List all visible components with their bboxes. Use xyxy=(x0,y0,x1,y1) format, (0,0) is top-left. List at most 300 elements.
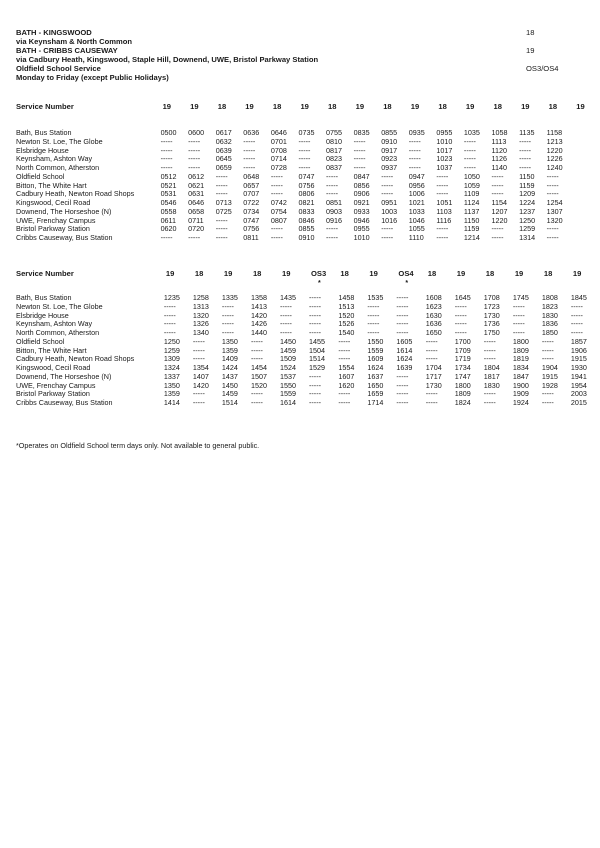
school-service-number: OS3/OS4 xyxy=(526,64,559,73)
departure-time: 1120 xyxy=(491,145,507,155)
departure-time: 1514 xyxy=(221,398,238,407)
departure-time: 1529 xyxy=(309,363,326,372)
service-number-cell: 19 xyxy=(572,269,582,278)
departure-time: ----- xyxy=(243,154,256,164)
departure-time: 1254 xyxy=(546,198,563,207)
stop-name: Bath, Bus Station xyxy=(16,293,72,302)
departure-time: ----- xyxy=(396,319,409,329)
departure-time: 1537 xyxy=(279,371,296,381)
departure-time: 0817 xyxy=(326,145,343,155)
departure-time: ----- xyxy=(381,171,394,181)
departure-time: 1636 xyxy=(425,319,442,329)
departure-time: 1550 xyxy=(367,336,384,346)
departure-time: 1158 xyxy=(546,128,563,137)
departure-time: 0823 xyxy=(326,154,343,164)
departure-time: ----- xyxy=(381,180,394,190)
stop-name: Kingswood, Cecil Road xyxy=(16,363,91,372)
departure-time: 1010 xyxy=(353,233,370,242)
departure-time: 1535 xyxy=(367,293,384,302)
departure-time: 0951 xyxy=(381,198,398,207)
service-number-cell: 19 xyxy=(456,269,466,278)
departure-time: 1513 xyxy=(338,301,355,311)
departure-time: 0847 xyxy=(353,171,370,181)
departure-time: 1324 xyxy=(163,363,180,372)
departure-time: 1734 xyxy=(454,363,471,372)
departure-time: ----- xyxy=(396,301,409,311)
departure-time: 1340 xyxy=(192,328,209,337)
departure-time: 2003 xyxy=(570,389,587,399)
departure-time: 1540 xyxy=(338,328,355,337)
departure-time: ----- xyxy=(338,398,351,407)
departure-time: 0903 xyxy=(326,206,343,216)
departure-time: ----- xyxy=(541,354,554,364)
departure-time: 1414 xyxy=(163,398,180,407)
departure-time: 1307 xyxy=(546,206,563,216)
departure-time: 0742 xyxy=(270,198,287,207)
departure-time: ----- xyxy=(541,336,554,346)
departure-time: ----- xyxy=(436,233,449,242)
footnote-marker xyxy=(164,280,193,287)
departure-time: 1010 xyxy=(436,136,453,146)
departure-time: ----- xyxy=(408,154,421,164)
route-number-2: 19 xyxy=(526,46,535,55)
departure-time: ----- xyxy=(309,371,321,381)
departure-time: ----- xyxy=(483,389,496,399)
footnote-marker xyxy=(367,280,396,287)
departure-time: 1059 xyxy=(463,180,480,190)
service-number-cell: OS3 xyxy=(311,269,327,278)
departure-time: 0713 xyxy=(215,198,232,207)
departure-time: ----- xyxy=(188,136,201,146)
departure-time: 0500 xyxy=(160,128,177,137)
departure-time: 1220 xyxy=(546,145,563,155)
departure-time: 1747 xyxy=(454,371,471,381)
service-number-cell: 19 xyxy=(465,102,475,111)
departure-time: 1137 xyxy=(463,206,480,216)
departure-time: ----- xyxy=(463,145,476,155)
departure-time: 1847 xyxy=(512,371,529,381)
departure-time: ----- xyxy=(483,354,496,364)
footnote-marker xyxy=(455,280,484,287)
departure-time: ----- xyxy=(270,233,283,242)
departure-time: ----- xyxy=(243,145,256,155)
departure-time: 1258 xyxy=(192,293,209,302)
departure-time: ----- xyxy=(215,215,228,225)
departure-time: 0648 xyxy=(243,171,260,181)
service-number-cell: 19 xyxy=(369,269,378,278)
departure-time: ----- xyxy=(463,136,476,146)
departure-time: 1037 xyxy=(436,163,453,172)
departure-time: 1520 xyxy=(338,310,355,320)
departure-time: ----- xyxy=(160,163,173,172)
departure-time: ----- xyxy=(353,154,366,164)
stop-name: Newton St. Loe, The Globe xyxy=(16,301,103,311)
stop-name: Kingswood, Cecil Road xyxy=(16,198,91,207)
service-number-cell: 19 xyxy=(410,102,420,111)
departure-time: ----- xyxy=(192,345,205,355)
departure-time: ----- xyxy=(483,345,496,355)
stop-name: North Common, Atherston xyxy=(16,163,100,172)
departure-time: 1426 xyxy=(250,319,267,329)
departure-time: ----- xyxy=(192,336,205,346)
departure-time: 1450 xyxy=(221,380,238,390)
departure-time: 1941 xyxy=(570,371,587,381)
footnote-marker xyxy=(193,280,222,287)
departure-time: ----- xyxy=(270,171,283,181)
departure-time: ----- xyxy=(338,336,351,346)
departure-time: 0728 xyxy=(270,163,287,172)
departure-time: 1608 xyxy=(425,293,442,302)
departure-time: ----- xyxy=(463,163,476,172)
departure-time: 1800 xyxy=(512,336,529,346)
footnote-marker xyxy=(492,113,520,120)
departure-time: 1637 xyxy=(367,371,384,381)
departure-time: 1745 xyxy=(512,293,529,302)
departure-time: ----- xyxy=(309,389,321,399)
departure-time: 1454 xyxy=(250,363,267,372)
route-number-1: 18 xyxy=(526,28,535,37)
departure-time: 0910 xyxy=(298,233,315,242)
footnote-marker xyxy=(326,113,354,120)
departure-time: 0600 xyxy=(188,128,205,137)
departure-time: ----- xyxy=(491,224,504,234)
departure-time: 1440 xyxy=(250,328,267,337)
departure-time: 1459 xyxy=(279,345,296,355)
departure-time: ----- xyxy=(491,233,504,242)
service-number-cell: 19 xyxy=(355,102,365,111)
departure-time: 0856 xyxy=(353,180,370,190)
departure-time: 1424 xyxy=(221,363,238,372)
departure-time: 1021 xyxy=(408,198,425,207)
departure-time: ----- xyxy=(279,301,292,311)
departure-time: ----- xyxy=(353,163,366,172)
departure-time: ----- xyxy=(215,233,228,242)
timetable-afternoon xyxy=(16,268,600,408)
departure-time: 1808 xyxy=(541,293,558,302)
departure-time: ----- xyxy=(163,310,176,320)
departure-time: 1809 xyxy=(512,345,529,355)
stop-name: Elsbridge House xyxy=(16,145,69,155)
marker-spacer xyxy=(16,113,161,120)
departure-time: ----- xyxy=(279,319,292,329)
departure-time: 1554 xyxy=(338,363,355,372)
footnote-marker xyxy=(243,113,271,120)
stop-name: North Common, Atherston xyxy=(16,328,100,337)
departure-time: 0546 xyxy=(160,198,177,207)
departure-time: ----- xyxy=(250,345,263,355)
departure-time: 1046 xyxy=(408,215,425,225)
departure-time: ----- xyxy=(454,310,467,320)
footnote-marker xyxy=(542,280,571,287)
departure-time: 1023 xyxy=(436,154,453,164)
footnote-marker xyxy=(216,113,244,120)
stop-name: Downend, The Horseshoe (N) xyxy=(16,371,112,381)
footnote-marker xyxy=(484,280,513,287)
departure-time: ----- xyxy=(367,301,380,311)
departure-time: ----- xyxy=(326,224,338,234)
departure-time: 0855 xyxy=(298,224,315,234)
service-number-cell: 19 xyxy=(514,269,524,278)
departure-time: 1823 xyxy=(541,301,558,311)
footnote-marker xyxy=(280,280,309,287)
departure-time: 1159 xyxy=(519,180,535,190)
departure-time: 1126 xyxy=(491,154,507,164)
service-number-label: Service Number xyxy=(16,269,74,278)
stop-name: Cadbury Heath, Newton Road Shops xyxy=(16,354,135,364)
departure-time: ----- xyxy=(425,389,438,399)
departure-time: ----- xyxy=(436,180,449,190)
departure-time: 0657 xyxy=(243,180,260,190)
departure-time: ----- xyxy=(541,398,554,407)
service-number-cell: 19 xyxy=(190,102,199,111)
service-number-cell: 19 xyxy=(223,269,233,278)
footnote-marker xyxy=(381,113,409,120)
departure-time: ----- xyxy=(367,319,380,329)
stop-name: Oldfield School xyxy=(16,171,65,181)
departure-time: ----- xyxy=(519,145,532,155)
departure-time: 0725 xyxy=(215,206,232,216)
departure-time: 0512 xyxy=(160,171,177,181)
departure-time: 1526 xyxy=(338,319,355,329)
departure-time: 0658 xyxy=(188,206,205,216)
service-number-cell: 19 xyxy=(281,269,291,278)
departure-time: 1620 xyxy=(338,380,355,390)
departure-time: 1607 xyxy=(338,371,355,381)
departure-time: 1719 xyxy=(454,354,471,364)
departure-time: 1240 xyxy=(546,163,563,172)
departure-time: 1714 xyxy=(367,398,384,407)
departure-time: ----- xyxy=(546,171,559,181)
footnote-marker xyxy=(547,113,575,120)
departure-time: 1213 xyxy=(546,136,563,146)
route-via-1: via Keynsham & North Common xyxy=(16,37,133,46)
departure-time: 0833 xyxy=(298,206,315,216)
departure-time: ----- xyxy=(338,354,351,364)
departure-time: 0811 xyxy=(243,233,259,242)
departure-time: ----- xyxy=(425,354,438,364)
footnote-marker xyxy=(426,280,455,287)
service-number-cell: 19 xyxy=(245,102,254,111)
operating-days: Monday to Friday (except Public Holidays) xyxy=(16,73,169,82)
footnote-marker: * xyxy=(405,280,409,287)
departure-time: ----- xyxy=(326,233,338,242)
departure-time: 0521 xyxy=(160,180,177,190)
footnote-marker xyxy=(354,113,382,120)
service-number-cell: 19 xyxy=(576,102,585,111)
departure-time: 0835 xyxy=(353,128,370,137)
departure-time: 1326 xyxy=(192,319,209,329)
departure-time: ----- xyxy=(425,398,438,407)
departure-time: ----- xyxy=(221,319,234,329)
departure-time: 0632 xyxy=(215,136,232,146)
departure-time: ----- xyxy=(243,136,256,146)
departure-time: 0711 xyxy=(188,215,204,225)
departure-time: 0621 xyxy=(188,180,205,190)
departure-time: ----- xyxy=(512,319,525,329)
departure-time: 0851 xyxy=(326,198,343,207)
departure-time: 1514 xyxy=(309,354,326,364)
departure-time: 1709 xyxy=(454,345,471,355)
departure-time: ----- xyxy=(541,389,554,399)
departure-time: 1103 xyxy=(436,206,452,216)
departure-time: 1116 xyxy=(436,215,452,225)
departure-time: 0707 xyxy=(243,189,260,199)
departure-time: ----- xyxy=(326,189,338,199)
departure-time: 0906 xyxy=(353,189,370,199)
departure-time: ----- xyxy=(160,145,173,155)
departure-time: ----- xyxy=(381,224,394,234)
departure-time: ----- xyxy=(160,233,173,242)
departure-time: 1335 xyxy=(221,293,238,302)
footnote-marker xyxy=(513,280,542,287)
departure-time: ----- xyxy=(250,398,263,407)
departure-time: 1824 xyxy=(454,398,471,407)
stop-name: Keynsham, Ashton Way xyxy=(16,319,93,329)
departure-time: 1050 xyxy=(463,171,480,181)
departure-time: 1214 xyxy=(463,233,480,242)
departure-time: 1409 xyxy=(221,354,238,364)
departure-time: 1559 xyxy=(367,345,384,355)
departure-time: 1135 xyxy=(519,128,535,137)
departure-time: ----- xyxy=(491,171,504,181)
departure-time: 0646 xyxy=(270,128,287,137)
departure-time: 0933 xyxy=(353,206,370,216)
departure-time: 0756 xyxy=(298,180,315,190)
route-via-2: via Cadbury Heath, Kingswood, Staple Hill, Downend, UWE, Bristol Parkway Station xyxy=(16,55,319,64)
departure-time: 0821 xyxy=(298,198,315,207)
departure-time: 1730 xyxy=(425,380,442,390)
departure-time: ----- xyxy=(192,354,205,364)
departure-time: ----- xyxy=(160,154,173,164)
departure-time: 1809 xyxy=(454,389,471,399)
stop-name: UWE, Frenchay Campus xyxy=(16,380,96,390)
departure-time: 1704 xyxy=(425,363,442,372)
departure-time: ----- xyxy=(381,189,394,199)
departure-time: ----- xyxy=(250,389,263,399)
departure-time: ----- xyxy=(408,145,421,155)
departure-time: ----- xyxy=(192,398,205,407)
departure-time: 1109 xyxy=(463,189,480,199)
departure-time: 0846 xyxy=(298,215,315,225)
departure-time: 1708 xyxy=(483,293,500,302)
departure-time: 1520 xyxy=(250,380,267,390)
departure-time: 1235 xyxy=(163,293,180,302)
departure-time: 1314 xyxy=(519,233,536,242)
footnote-marker-row xyxy=(16,280,600,287)
departure-time: 1609 xyxy=(367,354,384,364)
service-number-cell: 18 xyxy=(217,102,227,111)
departure-time: 1915 xyxy=(570,354,587,364)
departure-time: 1224 xyxy=(519,198,536,207)
departure-time: 1645 xyxy=(454,293,471,302)
departure-time: 1354 xyxy=(192,363,209,372)
departure-time: 0720 xyxy=(188,224,205,234)
departure-time: 0935 xyxy=(408,128,425,137)
departure-time: ----- xyxy=(221,328,234,337)
stop-name: Bitton, The White Hart xyxy=(16,180,87,190)
departure-time: ----- xyxy=(309,301,321,311)
departure-time: 1730 xyxy=(483,310,500,320)
footnote-marker xyxy=(574,113,600,120)
departure-time: 0754 xyxy=(270,206,287,216)
departure-time: ----- xyxy=(298,145,311,155)
departure-time: 1639 xyxy=(396,363,413,372)
stop-name: Newton St. Loe, The Globe xyxy=(16,136,103,146)
departure-time: 0916 xyxy=(326,215,343,225)
departure-time: ----- xyxy=(309,328,321,337)
departure-time: 1110 xyxy=(408,233,424,242)
service-number-cell: 18 xyxy=(340,269,349,278)
footnote-marker xyxy=(519,113,547,120)
departure-time: 1509 xyxy=(279,354,296,364)
departure-time: 1209 xyxy=(519,189,536,199)
departure-time: ----- xyxy=(512,328,525,337)
stop-name: Bitton, The White Hart xyxy=(16,345,87,355)
stop-name: Elsbridge House xyxy=(16,310,69,320)
departure-time: ----- xyxy=(270,224,283,234)
departure-time: 1437 xyxy=(221,371,238,381)
departure-time: 1450 xyxy=(279,336,296,346)
departure-time: 1220 xyxy=(491,215,508,225)
stop-name: Cribbs Causeway, Bus Station xyxy=(16,398,113,407)
departure-time: ----- xyxy=(546,233,559,242)
departure-time: 1150 xyxy=(463,215,480,225)
departure-time: 1904 xyxy=(541,363,558,372)
departure-time: ----- xyxy=(425,345,438,355)
footnote-marker xyxy=(436,113,464,120)
departure-time: ----- xyxy=(519,163,532,172)
service-number-cell: 18 xyxy=(548,102,558,111)
departure-time: 1035 xyxy=(463,128,480,137)
departure-time: ----- xyxy=(436,189,449,199)
departure-time: ----- xyxy=(367,310,380,320)
departure-time: 1630 xyxy=(425,310,442,320)
departure-time: ----- xyxy=(243,163,256,172)
departure-time: 1003 xyxy=(381,206,398,216)
departure-time: ----- xyxy=(309,310,321,320)
timetable-morning xyxy=(16,101,600,243)
departure-time: 1337 xyxy=(163,371,180,381)
departure-time: 1817 xyxy=(483,371,500,381)
departure-time: 1006 xyxy=(408,189,425,199)
departure-time: ----- xyxy=(367,328,380,337)
departure-time: 1559 xyxy=(279,389,296,399)
route-title-2: BATH - CRIBBS CAUSEWAY xyxy=(16,46,118,55)
footnote-marker xyxy=(222,280,251,287)
departure-time: 0620 xyxy=(160,224,177,234)
departure-time: 1017 xyxy=(436,145,453,155)
departure-time: ----- xyxy=(298,136,311,146)
departure-time: 0659 xyxy=(215,163,232,172)
departure-time: 1320 xyxy=(546,215,563,225)
departure-time: 0910 xyxy=(381,136,398,146)
departure-time: ----- xyxy=(396,310,409,320)
departure-time: 1113 xyxy=(491,136,507,146)
departure-time: 1309 xyxy=(163,354,180,364)
departure-time: ----- xyxy=(188,154,201,164)
departure-time: ----- xyxy=(570,328,583,337)
departure-time: ----- xyxy=(270,189,283,199)
departure-time: 1420 xyxy=(250,310,267,320)
school-service-title: Oldfield School Service xyxy=(16,64,101,73)
stop-name: UWE, Frenchay Campus xyxy=(16,215,96,225)
departure-time: 1614 xyxy=(396,345,413,355)
departure-time: ----- xyxy=(221,310,234,320)
departure-time: ----- xyxy=(215,171,228,181)
departure-time: ----- xyxy=(192,389,205,399)
departure-time: 1623 xyxy=(425,301,442,311)
departure-time: 0917 xyxy=(381,145,398,155)
